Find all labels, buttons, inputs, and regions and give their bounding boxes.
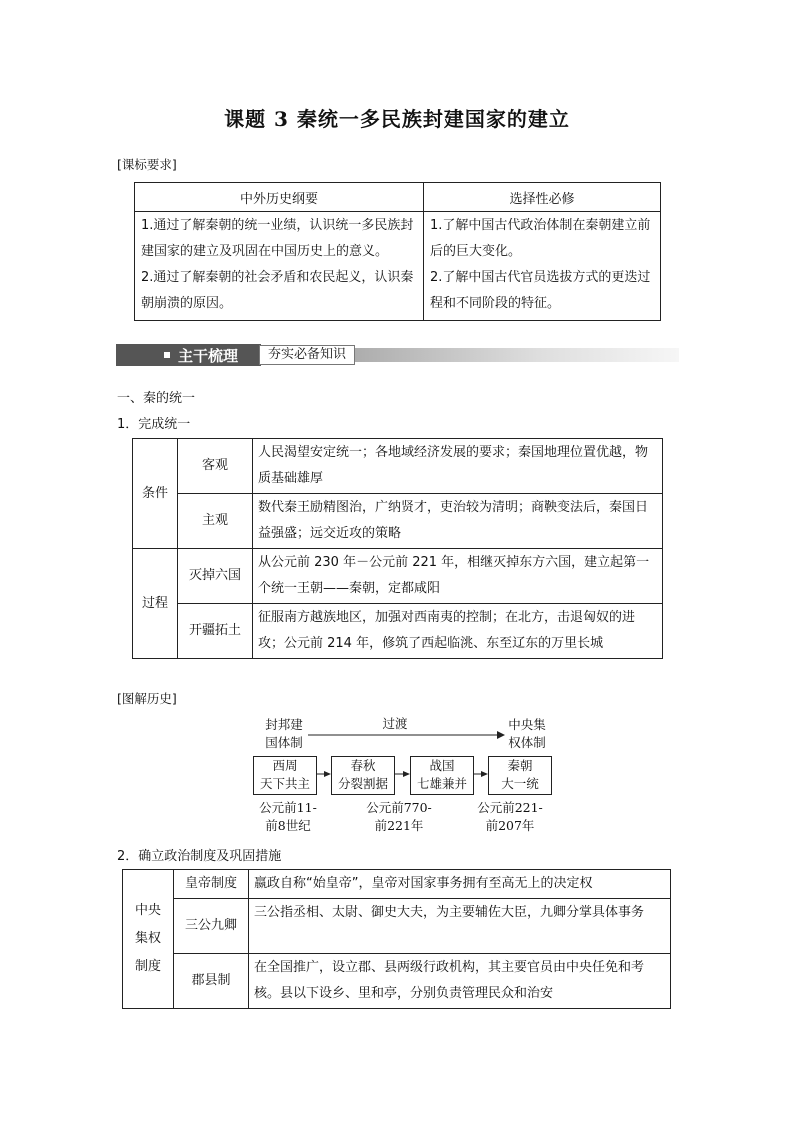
curriculum-right-item: 2.了解中国古代官员选拔方式的更迭过程和不同阶段的特征。 <box>430 270 651 311</box>
row-label: 郡县制 <box>174 954 249 1009</box>
row-label: 主观 <box>178 494 253 549</box>
row-label: 皇帝制度 <box>174 870 249 899</box>
diagram-box: 秦朝 大一统 <box>488 756 552 795</box>
row-content: 征服南方越族地区，加强对西南夷的控制；在北方，击退匈奴的进攻；公元前 214 年，修筑了西起临洮、东至辽东的万里长城 <box>253 604 663 659</box>
row-content: 在全国推广，设立郡、县两级行政机构，其主要官员由中央任免和考核。县以下设乡、里和亭，分别负责管理民众和治安 <box>249 954 671 1009</box>
row-content: 从公元前 230 年－公元前 221 年，相继灭掉东方六国，建立起第一个统一王朝——秦朝，定都咸阳 <box>253 549 663 604</box>
row-label: 三公九卿 <box>174 899 249 954</box>
curriculum-label: [课标要求] <box>117 157 177 172</box>
diagram-transition: 过渡 <box>382 716 408 731</box>
section1-heading: 一、秦的统一 <box>117 391 196 406</box>
group-conditions: 条件 <box>133 439 178 549</box>
diagram-right-top: 中央集 权体制 <box>508 717 546 750</box>
curriculum-left-item: 1.通过了解秦朝的统一业绩，认识统一多民族封建国家的建立及巩固在中国历史上的意义。 <box>141 218 414 259</box>
diagram-box: 西周 天下共主 <box>253 756 317 795</box>
row-label: 灭掉六国 <box>178 549 253 604</box>
group-process: 过程 <box>133 549 178 659</box>
diagram-time: 公元前770- 前221年 <box>366 800 432 833</box>
row-label: 开疆拓土 <box>178 604 253 659</box>
section1-sub1: 1．完成统一 <box>117 417 191 432</box>
diagram-box: 春秋 分裂割据 <box>331 756 395 795</box>
curriculum-right-item: 1.了解中国古代政治体制在秦朝建立前后的巨大变化。 <box>430 218 651 259</box>
row-label: 客观 <box>178 439 253 494</box>
curriculum-header-left: 中外历史纲要 <box>135 183 424 212</box>
row-content: 人民渴望安定统一；各地域经济发展的要求；秦国地理位置优越，物质基础雄厚 <box>253 439 663 494</box>
section2-sub2: 2．确立政治制度及巩固措施 <box>117 849 282 864</box>
curriculum-header-right: 选择性必修 <box>424 183 661 212</box>
group-central: 中央 集权 制度 <box>123 870 174 1009</box>
row-content: 数代秦王励精图治，广纳贤才，吏治较为清明；商鞅变法后，秦国日益强盛；远交近攻的策略 <box>253 494 663 549</box>
diagram-left-top: 封邦建 国体制 <box>265 717 303 750</box>
curriculum-left-item: 2.通过了解秦朝的社会矛盾和农民起义，认识秦朝崩溃的原因。 <box>141 270 414 311</box>
banner-tag: 夯实必备知识 <box>259 345 355 365</box>
banner-title: 主干梳理 <box>178 347 239 365</box>
diagram-box: 战国 七雄兼并 <box>410 756 474 795</box>
row-content: 三公指丞相、太尉、御史大夫，为主要辅佐大臣，九卿分掌具体事务 <box>249 899 671 954</box>
diagram-time: 公元前221- 前207年 <box>477 800 543 833</box>
diagram-label: [图解历史] <box>117 691 177 706</box>
row-content: 嬴政自称“始皇帝”，皇帝对国家事务拥有至高无上的决定权 <box>249 870 671 899</box>
page-title: 课题 3 秦统一多民族封建国家的建立 <box>224 107 570 131</box>
diagram-time: 公元前11- 前8世纪 <box>259 800 317 833</box>
political-system-table <box>122 869 671 1009</box>
